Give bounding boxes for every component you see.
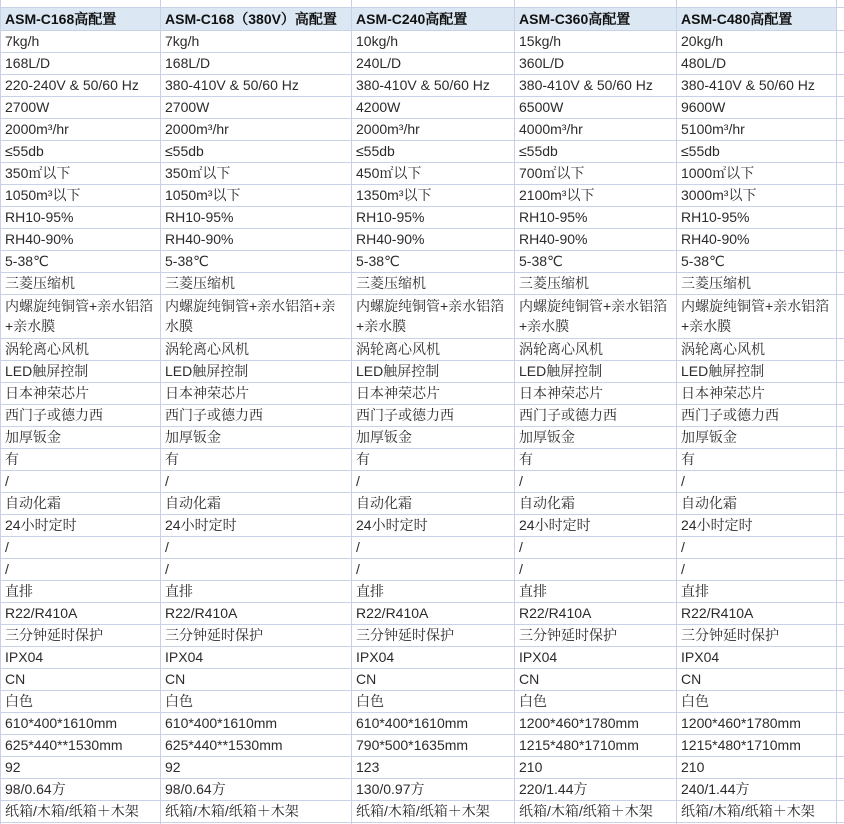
empty-cell bbox=[352, 0, 515, 7]
cutoff-column-cell bbox=[837, 52, 844, 74]
spec-cell: 涡轮离心风机 bbox=[515, 338, 677, 360]
cutoff-column-cell bbox=[837, 558, 844, 580]
spec-cell: 220/1.44方 bbox=[515, 778, 677, 800]
spec-cell: 三分钟延时保护 bbox=[161, 624, 352, 646]
spec-cell: 5-38℃ bbox=[352, 250, 515, 272]
table-row bbox=[1, 272, 844, 294]
spec-cell: 白色 bbox=[677, 690, 837, 712]
spec-cell: 直排 bbox=[677, 580, 837, 602]
spec-cell: 123 bbox=[352, 756, 515, 778]
spec-cell: 直排 bbox=[1, 580, 161, 602]
spec-cell: 加厚钣金 bbox=[677, 426, 837, 448]
cutoff-column-cell bbox=[837, 536, 844, 558]
spec-cell: 98/0.64方 bbox=[1, 778, 161, 800]
spec-cell: 加厚钣金 bbox=[352, 426, 515, 448]
spec-cell: 西门子或德力西 bbox=[677, 404, 837, 426]
spec-cell: 西门子或德力西 bbox=[352, 404, 515, 426]
spec-cell: 三菱压缩机 bbox=[161, 272, 352, 294]
cutoff-column-cell bbox=[837, 360, 844, 382]
spec-cell: 610*400*1610mm bbox=[1, 712, 161, 734]
spec-cell: 三菱压缩机 bbox=[352, 272, 515, 294]
cutoff-column-cell bbox=[837, 7, 844, 30]
spec-cell: 1200*460*1780mm bbox=[677, 712, 837, 734]
spec-cell: 有 bbox=[677, 448, 837, 470]
spec-cell: 3000m³以下 bbox=[677, 184, 837, 206]
cutoff-column-cell bbox=[837, 162, 844, 184]
spec-cell: 纸箱/木箱/纸箱＋木架 bbox=[352, 800, 515, 822]
spec-cell: 1350m³以下 bbox=[352, 184, 515, 206]
spec-cell: R22/R410A bbox=[352, 602, 515, 624]
spec-cell: / bbox=[161, 536, 352, 558]
table-row bbox=[1, 536, 844, 558]
table-row bbox=[1, 690, 844, 712]
spec-cell: 380-410V & 50/60 Hz bbox=[352, 74, 515, 96]
spec-cell: R22/R410A bbox=[677, 602, 837, 624]
spec-cell: 涡轮离心风机 bbox=[677, 338, 837, 360]
spec-cell: 2100m³以下 bbox=[515, 184, 677, 206]
table-row bbox=[1, 338, 844, 360]
spec-cell: 西门子或德力西 bbox=[161, 404, 352, 426]
table-row bbox=[1, 668, 844, 690]
cutoff-column-cell bbox=[837, 228, 844, 250]
table-row bbox=[1, 184, 844, 206]
table-row bbox=[1, 778, 844, 800]
header-row bbox=[1, 7, 844, 30]
spec-cell: 有 bbox=[352, 448, 515, 470]
cutoff-column-cell bbox=[837, 272, 844, 294]
spec-cell: 内螺旋纯铜管+亲水铝箔+亲水膜 bbox=[677, 294, 837, 338]
spec-cell: 三分钟延时保护 bbox=[515, 624, 677, 646]
spec-table-body bbox=[1, 0, 844, 824]
table-row bbox=[1, 382, 844, 404]
table-row bbox=[1, 756, 844, 778]
cutoff-column-cell bbox=[837, 382, 844, 404]
spec-cell: 15kg/h bbox=[515, 30, 677, 52]
cutoff-column-cell bbox=[837, 250, 844, 272]
spec-cell: IPX04 bbox=[1, 646, 161, 668]
spec-cell: 1215*480*1710mm bbox=[677, 734, 837, 756]
spec-cell: / bbox=[352, 470, 515, 492]
spec-cell: 有 bbox=[161, 448, 352, 470]
spec-cell: 三分钟延时保护 bbox=[1, 624, 161, 646]
column-header: ASM-C360高配置 bbox=[515, 7, 677, 30]
spec-cell: 480L/D bbox=[677, 52, 837, 74]
spec-cell: LED触屏控制 bbox=[161, 360, 352, 382]
spec-cell: / bbox=[677, 558, 837, 580]
cutoff-column-cell bbox=[837, 404, 844, 426]
spec-cell: / bbox=[161, 470, 352, 492]
spec-cell: 24小时定时 bbox=[1, 514, 161, 536]
cutoff-column-cell bbox=[837, 74, 844, 96]
spec-cell: 三菱压缩机 bbox=[1, 272, 161, 294]
table-row bbox=[1, 360, 844, 382]
cutoff-column-cell bbox=[837, 118, 844, 140]
spec-cell: 450㎡以下 bbox=[352, 162, 515, 184]
table-row bbox=[1, 426, 844, 448]
spec-cell: 380-410V & 50/60 Hz bbox=[677, 74, 837, 96]
table-row bbox=[1, 404, 844, 426]
spec-cell: / bbox=[1, 470, 161, 492]
cutoff-column-cell bbox=[837, 184, 844, 206]
empty-cell bbox=[515, 0, 677, 7]
spec-cell: 130/0.97方 bbox=[352, 778, 515, 800]
spec-cell: 白色 bbox=[161, 690, 352, 712]
spec-cell: 自动化霜 bbox=[161, 492, 352, 514]
spec-cell: 三分钟延时保护 bbox=[677, 624, 837, 646]
cutoff-column-cell bbox=[837, 96, 844, 118]
empty-cell bbox=[677, 0, 837, 7]
spec-cell: 自动化霜 bbox=[1, 492, 161, 514]
spec-cell: 2700W bbox=[161, 96, 352, 118]
spec-cell: 1050m³以下 bbox=[1, 184, 161, 206]
spec-cell: 直排 bbox=[161, 580, 352, 602]
table-row bbox=[1, 294, 844, 338]
spec-cell: LED触屏控制 bbox=[1, 360, 161, 382]
table-row bbox=[1, 712, 844, 734]
spec-cell: 210 bbox=[677, 756, 837, 778]
spec-cell: 1215*480*1710mm bbox=[515, 734, 677, 756]
cutoff-column-cell bbox=[837, 492, 844, 514]
cutoff-column-cell bbox=[837, 712, 844, 734]
spec-cell: IPX04 bbox=[515, 646, 677, 668]
cutoff-column-cell bbox=[837, 30, 844, 52]
table-row bbox=[1, 624, 844, 646]
spec-cell: RH40-90% bbox=[352, 228, 515, 250]
spec-cell: CN bbox=[352, 668, 515, 690]
table-row bbox=[1, 140, 844, 162]
spec-cell: IPX04 bbox=[352, 646, 515, 668]
spec-cell: 自动化霜 bbox=[352, 492, 515, 514]
table-row bbox=[1, 118, 844, 140]
spec-cell: 625*440**1530mm bbox=[1, 734, 161, 756]
spec-cell: 有 bbox=[515, 448, 677, 470]
spec-cell: LED触屏控制 bbox=[352, 360, 515, 382]
spec-cell: 自动化霜 bbox=[677, 492, 837, 514]
spec-cell: 白色 bbox=[515, 690, 677, 712]
spec-cell: 9600W bbox=[677, 96, 837, 118]
spec-cell: 内螺旋纯铜管+亲水铝箔+亲水膜 bbox=[1, 294, 161, 338]
spec-cell: 2000m³/hr bbox=[352, 118, 515, 140]
spec-cell: 涡轮离心风机 bbox=[161, 338, 352, 360]
table-row bbox=[1, 602, 844, 624]
top-partial-row bbox=[1, 0, 844, 7]
cutoff-column-cell bbox=[837, 756, 844, 778]
table-row bbox=[1, 448, 844, 470]
spec-cell: 日本神荣芯片 bbox=[352, 382, 515, 404]
spec-cell: R22/R410A bbox=[515, 602, 677, 624]
cutoff-column-cell bbox=[837, 624, 844, 646]
column-header: ASM-C240高配置 bbox=[352, 7, 515, 30]
spec-cell: 380-410V & 50/60 Hz bbox=[515, 74, 677, 96]
spec-cell: 5-38℃ bbox=[1, 250, 161, 272]
spec-cell: 5100m³/hr bbox=[677, 118, 837, 140]
spec-cell: 1000㎡以下 bbox=[677, 162, 837, 184]
spec-cell: / bbox=[1, 536, 161, 558]
spec-cell: 1050m³以下 bbox=[161, 184, 352, 206]
spec-cell: 西门子或德力西 bbox=[515, 404, 677, 426]
spec-cell: / bbox=[352, 536, 515, 558]
spec-cell: 纸箱/木箱/纸箱＋木架 bbox=[1, 800, 161, 822]
spec-cell: 360L/D bbox=[515, 52, 677, 74]
table-row bbox=[1, 800, 844, 822]
column-header: ASM-C480高配置 bbox=[677, 7, 837, 30]
table-row bbox=[1, 558, 844, 580]
cutoff-column-cell bbox=[837, 668, 844, 690]
spec-cell: R22/R410A bbox=[1, 602, 161, 624]
spec-cell: 三菱压缩机 bbox=[677, 272, 837, 294]
spec-cell: 98/0.64方 bbox=[161, 778, 352, 800]
spec-cell: 纸箱/木箱/纸箱＋木架 bbox=[161, 800, 352, 822]
spec-cell: 直排 bbox=[515, 580, 677, 602]
table-row bbox=[1, 734, 844, 756]
cutoff-column-cell bbox=[837, 778, 844, 800]
spec-cell: RH10-95% bbox=[1, 206, 161, 228]
table-row bbox=[1, 514, 844, 536]
spec-cell: 三菱压缩机 bbox=[515, 272, 677, 294]
spec-cell: 涡轮离心风机 bbox=[352, 338, 515, 360]
table-row bbox=[1, 492, 844, 514]
spec-cell: 92 bbox=[161, 756, 352, 778]
table-row bbox=[1, 52, 844, 74]
spec-cell: 内螺旋纯铜管+亲水铝箔+亲水膜 bbox=[352, 294, 515, 338]
cutoff-column-cell bbox=[837, 580, 844, 602]
spec-cell: 168L/D bbox=[1, 52, 161, 74]
table-row bbox=[1, 646, 844, 668]
spec-cell: CN bbox=[161, 668, 352, 690]
spec-cell: 日本神荣芯片 bbox=[1, 382, 161, 404]
spec-cell: 790*500*1635mm bbox=[352, 734, 515, 756]
spec-cell: 加厚钣金 bbox=[161, 426, 352, 448]
spec-cell: RH40-90% bbox=[161, 228, 352, 250]
spec-cell: ≤55db bbox=[677, 140, 837, 162]
spec-cell: / bbox=[677, 536, 837, 558]
spec-cell: RH40-90% bbox=[677, 228, 837, 250]
spec-cell: 24小时定时 bbox=[352, 514, 515, 536]
cutoff-column-cell bbox=[837, 338, 844, 360]
spec-cell: RH40-90% bbox=[515, 228, 677, 250]
spec-cell: 240L/D bbox=[352, 52, 515, 74]
table-row bbox=[1, 74, 844, 96]
spec-cell: 380-410V & 50/60 Hz bbox=[161, 74, 352, 96]
spec-cell: 日本神荣芯片 bbox=[677, 382, 837, 404]
table-row bbox=[1, 470, 844, 492]
spec-cell: 纸箱/木箱/纸箱＋木架 bbox=[515, 800, 677, 822]
spec-cell: 涡轮离心风机 bbox=[1, 338, 161, 360]
spec-cell: 168L/D bbox=[161, 52, 352, 74]
spec-cell: 700㎡以下 bbox=[515, 162, 677, 184]
spec-cell: RH10-95% bbox=[515, 206, 677, 228]
spec-cell: 内螺旋纯铜管+亲水铝箔+亲水膜 bbox=[515, 294, 677, 338]
empty-cell bbox=[1, 0, 161, 7]
spec-cell: 5-38℃ bbox=[677, 250, 837, 272]
spec-cell: ≤55db bbox=[352, 140, 515, 162]
spec-cell: 自动化霜 bbox=[515, 492, 677, 514]
spec-cell: LED触屏控制 bbox=[677, 360, 837, 382]
spec-cell: 加厚钣金 bbox=[515, 426, 677, 448]
cutoff-column-cell bbox=[837, 800, 844, 822]
spec-cell: 7kg/h bbox=[161, 30, 352, 52]
spec-cell: IPX04 bbox=[677, 646, 837, 668]
cutoff-column-cell bbox=[837, 448, 844, 470]
cutoff-column-cell bbox=[837, 206, 844, 228]
spec-cell: 24小时定时 bbox=[515, 514, 677, 536]
table-row bbox=[1, 30, 844, 52]
spec-cell: CN bbox=[677, 668, 837, 690]
spec-cell: ≤55db bbox=[161, 140, 352, 162]
cutoff-column-cell bbox=[837, 690, 844, 712]
spec-cell: / bbox=[677, 470, 837, 492]
cutoff-column-cell bbox=[837, 140, 844, 162]
spec-cell: 日本神荣芯片 bbox=[161, 382, 352, 404]
spec-cell: 5-38℃ bbox=[515, 250, 677, 272]
spec-cell: / bbox=[515, 470, 677, 492]
spec-cell: 1200*460*1780mm bbox=[515, 712, 677, 734]
spec-cell: 24小时定时 bbox=[161, 514, 352, 536]
spec-cell: 白色 bbox=[352, 690, 515, 712]
spec-cell: R22/R410A bbox=[161, 602, 352, 624]
spec-cell: ≤55db bbox=[1, 140, 161, 162]
spec-cell: ≤55db bbox=[515, 140, 677, 162]
spec-cell: 2000m³/hr bbox=[1, 118, 161, 140]
spec-cell: 24小时定时 bbox=[677, 514, 837, 536]
spec-cell: 625*440**1530mm bbox=[161, 734, 352, 756]
spec-cell: CN bbox=[1, 668, 161, 690]
spec-cell: 210 bbox=[515, 756, 677, 778]
column-header: ASM-C168（380V）高配置 bbox=[161, 7, 352, 30]
spec-cell: RH10-95% bbox=[352, 206, 515, 228]
cutoff-column-cell bbox=[837, 426, 844, 448]
spec-cell: 西门子或德力西 bbox=[1, 404, 161, 426]
spec-cell: 日本神荣芯片 bbox=[515, 382, 677, 404]
table-row bbox=[1, 96, 844, 118]
spec-cell: RH10-95% bbox=[677, 206, 837, 228]
cutoff-column-cell bbox=[837, 734, 844, 756]
spec-cell: / bbox=[352, 558, 515, 580]
spec-cell: 4200W bbox=[352, 96, 515, 118]
spec-cell: 有 bbox=[1, 448, 161, 470]
spec-cell: 220-240V & 50/60 Hz bbox=[1, 74, 161, 96]
empty-cell bbox=[161, 0, 352, 7]
column-header: ASM-C168高配置 bbox=[1, 7, 161, 30]
empty-cell bbox=[837, 0, 844, 7]
spec-cell: / bbox=[1, 558, 161, 580]
table-row bbox=[1, 162, 844, 184]
spec-cell: RH40-90% bbox=[1, 228, 161, 250]
spec-cell: 5-38℃ bbox=[161, 250, 352, 272]
spec-cell: 240/1.44方 bbox=[677, 778, 837, 800]
spec-cell: IPX04 bbox=[161, 646, 352, 668]
spec-cell: LED触屏控制 bbox=[515, 360, 677, 382]
spec-cell: 内螺旋纯铜管+亲水铝箔+亲水膜 bbox=[161, 294, 352, 338]
spec-cell: 直排 bbox=[352, 580, 515, 602]
spec-cell: 6500W bbox=[515, 96, 677, 118]
table-row bbox=[1, 206, 844, 228]
table-row bbox=[1, 580, 844, 602]
spec-cell: 20kg/h bbox=[677, 30, 837, 52]
cutoff-column-cell bbox=[837, 470, 844, 492]
table-row bbox=[1, 228, 844, 250]
cutoff-column-cell bbox=[837, 602, 844, 624]
table-row bbox=[1, 250, 844, 272]
spec-cell: 纸箱/木箱/纸箱＋木架 bbox=[677, 800, 837, 822]
spec-cell: 白色 bbox=[1, 690, 161, 712]
spec-cell: / bbox=[515, 558, 677, 580]
spec-cell: CN bbox=[515, 668, 677, 690]
cutoff-column-cell bbox=[837, 646, 844, 668]
spec-cell: 7kg/h bbox=[1, 30, 161, 52]
spec-cell: / bbox=[161, 558, 352, 580]
spec-cell: 2000m³/hr bbox=[161, 118, 352, 140]
cutoff-column-cell bbox=[837, 514, 844, 536]
spec-cell: 350㎡以下 bbox=[161, 162, 352, 184]
spec-cell: / bbox=[515, 536, 677, 558]
spec-cell: 610*400*1610mm bbox=[161, 712, 352, 734]
spec-cell: 610*400*1610mm bbox=[352, 712, 515, 734]
spec-cell: 350㎡以下 bbox=[1, 162, 161, 184]
spec-cell: 4000m³/hr bbox=[515, 118, 677, 140]
cutoff-column-cell bbox=[837, 294, 844, 338]
spec-cell: 2700W bbox=[1, 96, 161, 118]
spec-cell: 加厚钣金 bbox=[1, 426, 161, 448]
spec-cell: RH10-95% bbox=[161, 206, 352, 228]
spec-cell: 10kg/h bbox=[352, 30, 515, 52]
spec-cell: 92 bbox=[1, 756, 161, 778]
spec-cell: 三分钟延时保护 bbox=[352, 624, 515, 646]
